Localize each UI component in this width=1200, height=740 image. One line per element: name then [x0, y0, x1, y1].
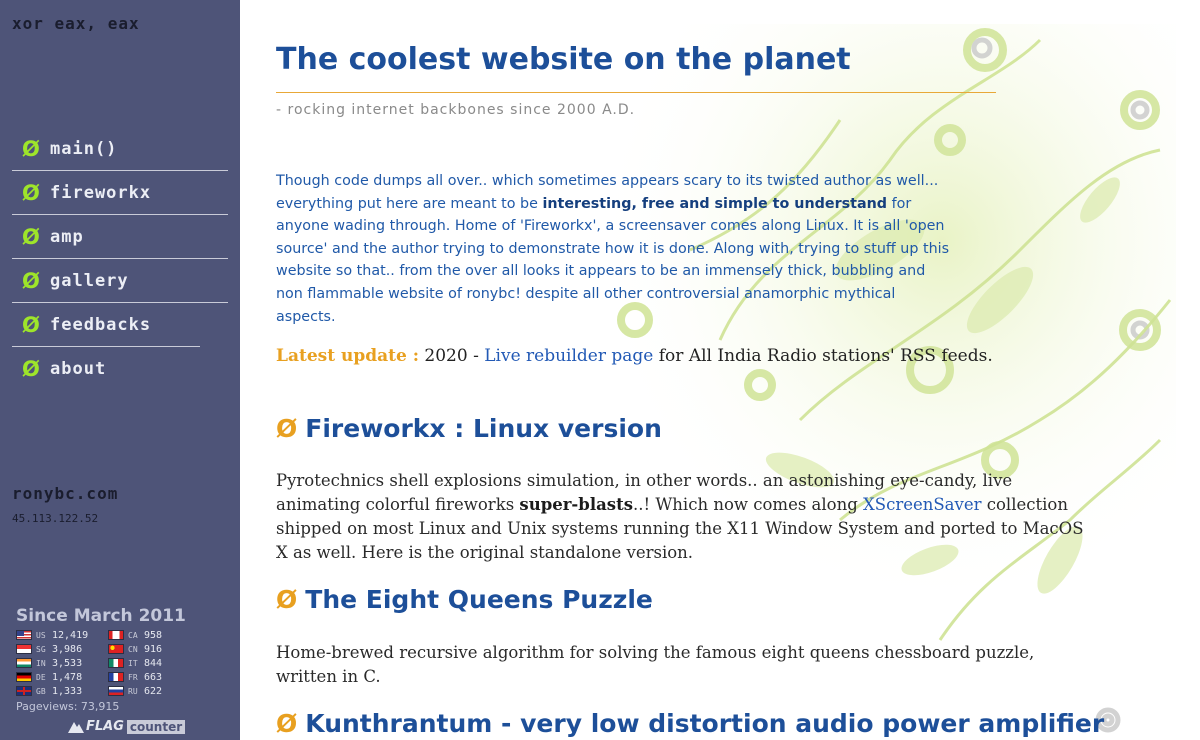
fr-flag-icon — [108, 672, 124, 682]
flag-row — [16, 670, 82, 684]
it-flag-icon — [108, 658, 124, 668]
flag-code: IT — [128, 658, 138, 668]
logo-text-flag: FLAG — [86, 719, 124, 734]
nav-item-gallery[interactable] — [12, 259, 228, 303]
section-bullet-icon: Ø — [276, 414, 298, 443]
sidebar-nav — [12, 127, 228, 391]
flag-code: DE — [36, 672, 46, 682]
nav-bullet-icon: Ø — [22, 180, 40, 205]
flag-code: RU — [128, 686, 138, 696]
flag-code: CA — [128, 630, 138, 640]
section-heading-amp[interactable] — [276, 709, 1104, 738]
page-title: The coolest website on the planet — [276, 42, 851, 77]
domain-name: ronybc.com — [12, 484, 119, 503]
flag-counter-title: Since March 2011 — [16, 606, 186, 626]
gb-flag-icon — [16, 686, 32, 696]
section-bullet-icon: Ø — [276, 709, 298, 738]
flag-row — [108, 670, 162, 684]
flag-count: 958 — [144, 629, 163, 641]
sg-flag-icon — [16, 644, 32, 654]
fireworkx-text-bold: super-blasts — [519, 495, 633, 514]
nav-item-about[interactable] — [12, 347, 228, 391]
latest-update — [276, 346, 993, 366]
cn-flag-icon — [108, 644, 124, 654]
fireworkx-text-3: collection shipped on most Linux and Unix systems running the X11 Window System and ported to MacOS X as well. Here is the original standalone version. — [276, 495, 1084, 562]
intro-paragraph — [276, 170, 956, 328]
flag-row — [108, 684, 162, 698]
nav-item-label[interactable]: about — [50, 359, 107, 379]
nav-item-label[interactable]: fireworkx — [50, 182, 152, 203]
in-flag-icon — [16, 658, 32, 668]
fireworkx-text-2: ..! Which now comes along — [632, 495, 864, 514]
nav-item-label[interactable]: amp — [50, 226, 84, 247]
nav-item-label[interactable]: feedbacks — [50, 314, 152, 335]
section-title[interactable]: Fireworkx : Linux version — [305, 414, 662, 443]
flag-count: 1,333 — [52, 685, 83, 697]
flag-count: 916 — [144, 643, 163, 655]
flag-counter-table — [16, 628, 216, 700]
nav-item-label[interactable]: main() — [50, 138, 118, 159]
nav-item-main[interactable] — [12, 127, 228, 171]
flag-row — [16, 684, 82, 698]
flag-row — [108, 656, 162, 670]
nav-bullet-icon: Ø — [22, 224, 40, 249]
section-text-fireworkx — [276, 469, 1096, 565]
flag-count: 622 — [144, 685, 163, 697]
flag-counter-logo[interactable] — [66, 719, 216, 734]
latest-update-text: for All India Radio stations' RSS feeds. — [658, 346, 993, 366]
section-title[interactable]: Kunthrantum - very low distortion audio power amplifier — [305, 709, 1105, 738]
de-flag-icon — [16, 672, 32, 682]
intro-text-part2: for anyone wading through. Home of 'Fireworkx', a screensaver comes along Linux. It is all 'open source' and the author trying to demonstrate how it is done. Along with, trying to stuff up this website so that.. from the over all looks it appears to be an immensely thick, bubbling and non flammable website of ronybc! despite all other controversial anamorphic mythical aspects. — [276, 195, 950, 325]
us-flag-icon — [16, 630, 32, 640]
flag-code: IN — [36, 658, 46, 668]
nav-bullet-icon: Ø — [22, 312, 40, 337]
xscreensaver-link[interactable]: XScreenSaver — [863, 495, 982, 514]
intro-text-bold: interesting, free and simple to understand — [542, 195, 888, 212]
flag-row — [16, 656, 82, 670]
nav-bullet-icon: Ø — [22, 357, 40, 381]
flag-row — [108, 628, 162, 642]
flag-counter-pageviews — [16, 700, 216, 713]
flag-counter-logo-icon — [66, 720, 86, 734]
flag-row — [16, 628, 88, 642]
logo-text-counter: counter — [127, 720, 185, 734]
pageviews-label: Pageviews: — [16, 700, 78, 713]
nav-bullet-icon: Ø — [22, 136, 40, 161]
flag-code: CN — [128, 644, 138, 654]
section-title[interactable]: The Eight Queens Puzzle — [305, 585, 653, 614]
main-content — [240, 0, 1200, 740]
nav-item-feedbacks[interactable] — [12, 303, 200, 347]
nav-item-amp[interactable] — [12, 215, 228, 259]
live-rebuilder-link[interactable]: Live rebuilder page — [484, 346, 654, 366]
flag-code: US — [36, 630, 46, 640]
flag-count: 3,533 — [52, 657, 83, 669]
latest-update-year: 2020 - — [424, 346, 479, 366]
nav-bullet-icon: Ø — [22, 268, 40, 293]
flag-count: 12,419 — [52, 629, 89, 641]
latest-update-label: Latest update : — [276, 346, 419, 366]
flag-count: 663 — [144, 671, 163, 683]
flag-counter-widget[interactable] — [16, 606, 216, 734]
nav-item-fireworkx[interactable] — [12, 171, 228, 215]
fireworkx-text-1: Pyrotechnics shell explosions simulation, in other words.. an astonishing eye-candy, live animating colorful fireworks — [276, 471, 1013, 514]
pageviews-value: 73,915 — [80, 700, 120, 713]
site-title[interactable]: xor eax, eax — [12, 14, 140, 33]
section-bullet-icon: Ø — [276, 585, 298, 614]
ru-flag-icon — [108, 686, 124, 696]
ip-address: 45.113.122.52 — [12, 512, 99, 525]
page-subtitle: - rocking internet backbones since 2000 A.D. — [276, 102, 636, 118]
flag-code: GB — [36, 686, 46, 696]
sidebar — [0, 0, 240, 740]
ca-flag-icon — [108, 630, 124, 640]
nav-item-label[interactable]: gallery — [50, 270, 129, 291]
flag-code: SG — [36, 644, 46, 654]
flag-count: 844 — [144, 657, 163, 669]
flag-count: 1,478 — [52, 671, 83, 683]
section-heading-queens[interactable] — [276, 585, 653, 614]
section-heading-fireworkx[interactable] — [276, 414, 662, 443]
intro-text-part1: Though code dumps all over.. which sometimes appears scary to its twisted author as well... everything put here are meant to be — [276, 173, 939, 212]
flag-row — [16, 642, 82, 656]
section-text-queens: Home-brewed recursive algorithm for solving the famous eight queens chessboard puzzle, written in C. — [276, 643, 1035, 686]
flag-code: FR — [128, 672, 138, 682]
flag-row — [108, 642, 162, 656]
flag-count: 3,986 — [52, 643, 83, 655]
title-divider — [276, 92, 996, 93]
